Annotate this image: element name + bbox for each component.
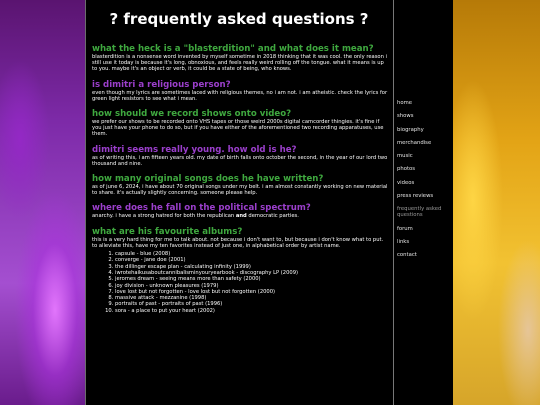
right-background-art [453, 0, 540, 405]
album-item: 5. jeromes dream - seeing means more than safety (2000) [115, 276, 388, 282]
nav-link-music[interactable]: music [397, 153, 413, 160]
nav-link-press-reviews[interactable]: press reviews [397, 193, 434, 200]
album-item: 7. love lost but not forgotten - love lost but not forgotten (2000) [115, 289, 388, 295]
page-title: ? frequently asked questions ? [109, 10, 369, 28]
faq-item [92, 44, 388, 73]
album-item: 10. sora - a place to put your heart (2002) [115, 308, 388, 314]
nav-link-home[interactable]: home [397, 100, 413, 106]
faq-question: is dimitri a religious person? [92, 79, 231, 90]
answer-text: anarchy. i have a strong hatred for both the republican [92, 213, 236, 220]
answer-text: democratic parties. [246, 213, 299, 220]
faq-answer: we prefer our shows to be recorded onto VHS tapes or those weird 2000s digital camcorder thingies. it's fine if you just have your phone to do so, but if you have either of the aforementioned two recording apparatuses, use them. [92, 119, 384, 138]
nav-link-faq[interactable]: frequently asked questions [397, 206, 442, 219]
nav-link-merchandise[interactable]: merchandise [397, 139, 432, 146]
nav-link-photos[interactable]: photos [397, 166, 416, 173]
faq-question: dimitri seems really young. how old is he? [92, 144, 297, 155]
album-item: 6. joy division - unknown pleasures (1979) [115, 283, 388, 289]
faq-answer: even though my lyrics are sometimes laced with religious themes, no i am not. i am atheistic. check the lyrics for green light resistors to see what i mean. [92, 89, 388, 102]
nav-link-forum[interactable]: forum [397, 225, 413, 232]
album-item: 2. converge - jane doe (2001) [115, 257, 388, 263]
faq-answer: blasterdition is a nonsense word invented by myself sometime in 2018 thinking that it was cool. the only reason i still use it today is because it's long, obnoxious, and feels really weird rolling off the tongue. what it means is up to you. maybe it's an object or verb, it could be a state of being, who knows. [92, 54, 387, 73]
faq-question: what are his favourite albums? [92, 226, 243, 237]
album-item: 9. portraits of past - portraits of past (1996) [115, 301, 388, 307]
answer-bold-text: and [235, 213, 247, 220]
faq-item [92, 227, 388, 314]
album-item: 3. the dillinger escape plan - calculating infinity (1999) [115, 264, 388, 270]
faq-answer: this is a very hard thing for me to talk about. not because i don't want to, but because i don't know what to put. to alleviate this, have my ten favorites instead of just one, in alphabetical order by artist name. [92, 236, 384, 249]
album-item: 8. massive attack - mezzanine (1998) [115, 295, 388, 301]
nav-link-links[interactable]: links [397, 238, 410, 245]
faq-question: how should we record shows onto video? [92, 109, 292, 120]
album-list [92, 251, 388, 314]
faq-question: where does he fall on the political spectrum? [92, 203, 311, 214]
nav-link-videos[interactable]: videos [397, 179, 415, 186]
faq-item [92, 174, 388, 196]
faq-item [92, 203, 388, 219]
album-item: 4. iwrotehaikusaboutcannibalisminyouryearbook - discography LP (2009) [115, 270, 388, 276]
nav-link-shows[interactable]: shows [397, 113, 414, 120]
nav-link-contact[interactable]: contact [397, 252, 417, 259]
faq-item [92, 80, 388, 102]
faq-question: what the heck is a "blasterdition" and what does it mean? [92, 44, 374, 54]
album-item: 1. capsule - blue (2008) [115, 251, 388, 257]
nav-link-biography[interactable]: biography [397, 126, 424, 133]
faq-question: how many original songs does he have written? [92, 174, 324, 185]
faq-answer: as of writing this, i am fifteen years old. my date of birth falls onto october the second, in the year of our lord two thousand and nine. [92, 154, 388, 167]
faq-answer: as of june 6, 2024, i have about 70 original songs under my belt. i am almost constantly working on new material to share. it's actually slightly concerning. someone please help. [92, 184, 388, 197]
site-nav [397, 100, 452, 266]
faq-content [92, 44, 388, 321]
faq-answer [92, 213, 388, 219]
faq-item [92, 109, 388, 138]
left-background-art [0, 0, 88, 405]
faq-item [92, 145, 388, 167]
